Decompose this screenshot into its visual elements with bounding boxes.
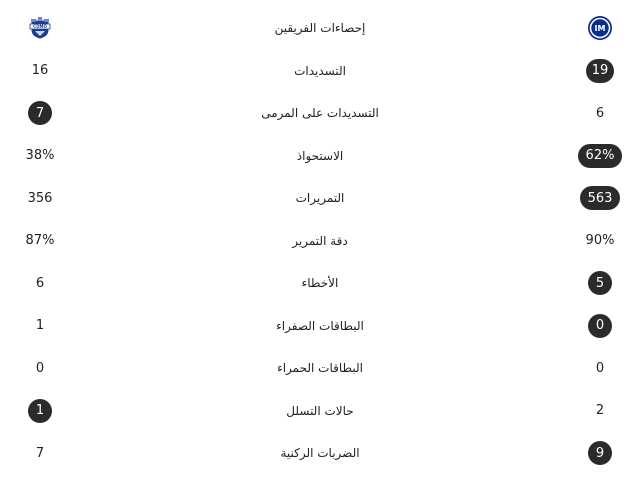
home-stat-text: 6 bbox=[35, 275, 45, 291]
home-team-logo bbox=[6, 7, 74, 50]
home-stat-value bbox=[6, 50, 74, 93]
stat-row bbox=[0, 135, 640, 178]
away-stat-text: 0 bbox=[595, 360, 605, 376]
stat-label: التسديدات على المرمى bbox=[261, 106, 379, 121]
away-stat-pill: 563 bbox=[580, 186, 621, 210]
team-stats-table bbox=[0, 7, 640, 475]
away-stat-value bbox=[566, 177, 634, 220]
home-stat-value bbox=[6, 305, 74, 348]
away-stat-pill: 5 bbox=[588, 271, 612, 295]
stat-row bbox=[0, 262, 640, 305]
away-stat-text: 6 bbox=[595, 105, 605, 121]
away-stat-value bbox=[566, 135, 634, 178]
home-stat-text: 1 bbox=[35, 318, 45, 334]
home-stat-value bbox=[6, 135, 74, 178]
home-stat-text: 356 bbox=[27, 190, 53, 206]
away-stat-value bbox=[566, 305, 634, 348]
away-stat-text: 2 bbox=[595, 403, 605, 419]
stat-rows bbox=[0, 50, 640, 475]
stat-label: الضربات الركنية bbox=[280, 446, 360, 461]
stat-label: البطاقات الصفراء bbox=[276, 318, 364, 333]
stat-label: الأخطاء bbox=[301, 276, 339, 291]
away-stat-value bbox=[566, 220, 634, 263]
stat-row bbox=[0, 177, 640, 220]
stat-label: دقة التمرير bbox=[292, 233, 348, 248]
stat-label: الاستحواذ bbox=[296, 148, 344, 163]
away-stat-value bbox=[566, 347, 634, 390]
home-stat-value bbox=[6, 177, 74, 220]
home-stat-text: 7 bbox=[35, 445, 45, 461]
home-stat-value bbox=[6, 262, 74, 305]
home-stat-text: 38% bbox=[25, 148, 55, 164]
away-team-logo bbox=[566, 7, 634, 50]
stat-label: البطاقات الحمراء bbox=[277, 361, 363, 376]
home-stat-text: 0 bbox=[35, 360, 45, 376]
away-stat-pill: 0 bbox=[588, 314, 612, 338]
home-stat-value bbox=[6, 347, 74, 390]
home-stat-text: 87% bbox=[25, 233, 55, 249]
home-stat-value bbox=[6, 390, 74, 433]
stat-label: التسديدات bbox=[294, 63, 346, 78]
away-stat-value bbox=[566, 92, 634, 135]
stat-label: التمريرات bbox=[295, 191, 345, 206]
inter-crest-icon bbox=[587, 15, 613, 41]
svg-text:IM: IM bbox=[594, 24, 606, 34]
away-stat-pill: 19 bbox=[586, 59, 615, 83]
stat-row bbox=[0, 432, 640, 475]
home-stat-value bbox=[6, 92, 74, 135]
stat-label: حالات التسلل bbox=[286, 403, 354, 418]
away-stat-value bbox=[566, 262, 634, 305]
home-stat-pill: 1 bbox=[28, 399, 52, 423]
stat-row bbox=[0, 390, 640, 433]
stat-row bbox=[0, 220, 640, 263]
stats-title: إحصاءات الفريقين bbox=[274, 21, 366, 36]
stat-row bbox=[0, 92, 640, 135]
away-stat-pill: 9 bbox=[588, 441, 612, 465]
como-crest-icon bbox=[28, 16, 52, 40]
home-stat-value bbox=[6, 220, 74, 263]
stat-row bbox=[0, 305, 640, 348]
stat-row bbox=[0, 50, 640, 93]
home-stat-pill: 7 bbox=[28, 101, 52, 125]
home-stat-value bbox=[6, 432, 74, 475]
away-stat-value bbox=[566, 390, 634, 433]
away-stat-value bbox=[566, 50, 634, 93]
away-stat-value bbox=[566, 432, 634, 475]
svg-text:COMO: COMO bbox=[33, 24, 47, 30]
home-stat-text: 16 bbox=[31, 63, 49, 79]
stat-row bbox=[0, 347, 640, 390]
stats-header-row bbox=[0, 7, 640, 50]
away-stat-pill: 62% bbox=[578, 144, 623, 168]
away-stat-text: 90% bbox=[585, 233, 615, 249]
